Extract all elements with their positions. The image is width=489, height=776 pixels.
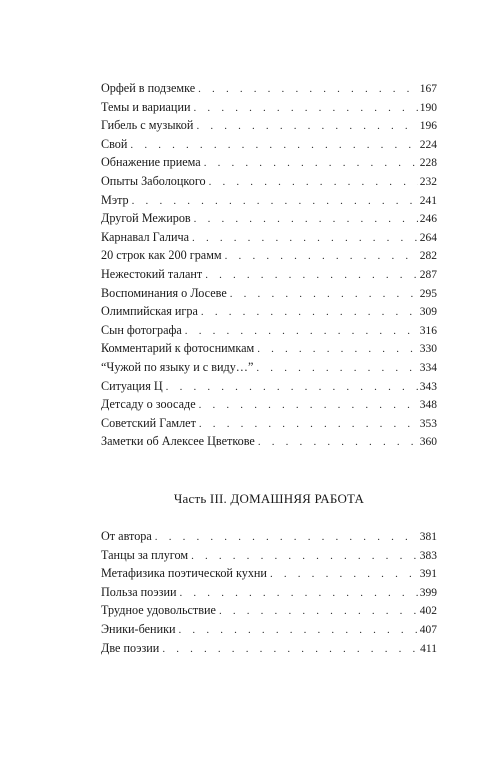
dot-leader bbox=[219, 602, 418, 621]
toc-entry[interactable] bbox=[101, 172, 437, 191]
toc-entry[interactable] bbox=[101, 620, 437, 639]
toc-entry-page: 381 bbox=[419, 531, 437, 543]
dot-leader bbox=[166, 378, 418, 397]
toc-entry-title: Обнажение приема bbox=[101, 155, 201, 170]
dot-leader bbox=[209, 173, 418, 192]
dot-leader bbox=[256, 359, 417, 378]
toc-entry-title: Метафизика поэтической кухни bbox=[101, 566, 267, 581]
toc-entry[interactable] bbox=[101, 98, 437, 117]
toc-entry-title: Свой bbox=[101, 136, 128, 151]
dot-leader bbox=[179, 621, 418, 640]
toc-entry-page: 196 bbox=[419, 120, 437, 133]
toc-entry-title: Две поэзии bbox=[101, 640, 160, 655]
toc-entry[interactable] bbox=[101, 583, 437, 602]
toc-entry[interactable] bbox=[101, 116, 437, 135]
dot-leader bbox=[199, 396, 418, 415]
toc-entry-title: Танцы за плугом bbox=[101, 547, 189, 562]
dot-leader bbox=[132, 192, 418, 211]
toc-entry-page: 343 bbox=[419, 380, 437, 393]
toc-entry[interactable] bbox=[101, 358, 437, 377]
dot-leader bbox=[185, 322, 418, 341]
toc-entry-title: Другой Межиров bbox=[101, 211, 191, 226]
toc-entry-title: Детсаду о зоосаде bbox=[101, 397, 196, 412]
dot-leader bbox=[225, 247, 418, 266]
toc-entry-page: 402 bbox=[419, 605, 437, 618]
toc-section-part-2-continued bbox=[101, 79, 437, 451]
dot-leader bbox=[201, 303, 418, 322]
toc-entry-title: Воспоминания о Лосеве bbox=[101, 285, 227, 300]
toc-entry-page: 316 bbox=[419, 324, 437, 337]
toc-entry-page: 330 bbox=[419, 343, 437, 356]
toc-entry-page: 383 bbox=[419, 549, 437, 562]
toc-entry[interactable] bbox=[101, 191, 437, 210]
dot-leader bbox=[258, 433, 418, 452]
toc-entry[interactable] bbox=[101, 339, 437, 358]
toc-entry-page: 228 bbox=[419, 157, 437, 170]
toc-entry-title: Олимпийская игра bbox=[101, 304, 198, 319]
toc-entry[interactable] bbox=[101, 135, 437, 154]
toc-entry-page: 391 bbox=[419, 568, 437, 581]
toc-entry-title: Карнавал Галича bbox=[101, 229, 190, 244]
toc-entry-title: Опыты Заболоцкого bbox=[101, 173, 206, 188]
toc-entry-title: Ситуация Ц bbox=[101, 378, 163, 393]
toc-entry-page: 353 bbox=[419, 417, 437, 430]
toc-entry-title: 20 строк как 200 грамм bbox=[101, 248, 222, 263]
dot-leader bbox=[199, 415, 418, 434]
toc-entry-page: 241 bbox=[419, 194, 437, 207]
toc-entry-title: Эники-беники bbox=[101, 621, 176, 636]
toc-entry-page: 334 bbox=[419, 361, 437, 374]
dot-leader bbox=[162, 640, 418, 659]
dot-leader bbox=[205, 266, 418, 285]
toc-entry-title: Гибель с музыкой bbox=[101, 118, 194, 133]
toc-entry[interactable] bbox=[101, 153, 437, 172]
toc-entry-title: От автора bbox=[101, 529, 152, 543]
toc-entry-page: 167 bbox=[419, 83, 437, 95]
toc-entry-page: 399 bbox=[419, 586, 437, 599]
toc-entry[interactable] bbox=[101, 377, 437, 396]
toc-entry[interactable] bbox=[101, 395, 437, 414]
toc-entry[interactable] bbox=[101, 601, 437, 620]
dot-leader bbox=[257, 340, 418, 359]
dot-leader bbox=[194, 99, 418, 118]
dot-leader bbox=[130, 136, 417, 155]
dot-leader bbox=[196, 117, 417, 136]
dot-leader bbox=[155, 528, 418, 547]
toc-entry-title: “Чужой по языку и с виду…” bbox=[101, 359, 254, 374]
toc-entry-page: 309 bbox=[419, 306, 437, 319]
toc-entry-title: Польза поэзии bbox=[101, 584, 177, 599]
toc-entry-title: Орфей в подземке bbox=[101, 81, 196, 95]
toc-entry-page: 407 bbox=[419, 623, 437, 636]
toc-entry[interactable] bbox=[101, 564, 437, 583]
dot-leader bbox=[230, 285, 418, 304]
toc-entry-title: Советский Гамлет bbox=[101, 415, 196, 430]
toc-entry-title: Темы и вариации bbox=[101, 99, 191, 114]
toc-entry-title: Трудное удовольствие bbox=[101, 603, 216, 618]
toc-entry-page: 246 bbox=[419, 213, 437, 226]
toc-entry-page: 190 bbox=[419, 101, 437, 114]
toc-entry-page: 348 bbox=[419, 399, 437, 412]
toc-entry-page: 282 bbox=[419, 250, 437, 263]
dot-leader bbox=[204, 154, 418, 173]
toc-entry-page: 232 bbox=[419, 175, 437, 188]
toc-entry-title: Мэтр bbox=[101, 192, 129, 207]
toc-entry[interactable] bbox=[101, 228, 437, 247]
toc-entry[interactable] bbox=[101, 321, 437, 340]
toc-entry-title: Заметки об Алексее Цветкове bbox=[101, 434, 255, 449]
toc-entry-page: 224 bbox=[419, 138, 437, 151]
dot-leader bbox=[194, 210, 418, 229]
toc-entry[interactable] bbox=[101, 546, 437, 565]
dot-leader bbox=[180, 584, 418, 603]
toc-section-part-3 bbox=[101, 527, 437, 657]
toc-entry[interactable] bbox=[101, 432, 437, 451]
toc-entry[interactable] bbox=[101, 527, 437, 546]
toc-entry-title: Комментарий к фотоснимкам bbox=[101, 341, 255, 356]
dot-leader bbox=[192, 229, 418, 248]
toc-entry-page: 295 bbox=[419, 287, 437, 300]
toc-entry[interactable] bbox=[101, 79, 437, 98]
toc-entry-page: 287 bbox=[419, 268, 437, 281]
toc-entry[interactable] bbox=[101, 209, 437, 228]
dot-leader bbox=[191, 547, 418, 566]
toc-entry-title: Нежестокий талант bbox=[101, 266, 203, 281]
dot-leader bbox=[198, 80, 418, 99]
toc-entry-page: 411 bbox=[420, 642, 437, 655]
toc-entry-page: 264 bbox=[419, 231, 437, 244]
toc-entry[interactable] bbox=[101, 414, 437, 433]
toc-entry[interactable] bbox=[101, 639, 437, 658]
part-heading: Часть III. ДОМАШНЯЯ РАБОТА bbox=[173, 491, 365, 506]
toc-entry[interactable] bbox=[101, 246, 437, 265]
toc-entry-title: Сын фотографа bbox=[101, 322, 182, 337]
toc-entry[interactable] bbox=[101, 265, 437, 284]
toc-entry[interactable] bbox=[101, 302, 437, 321]
toc-entry-page: 360 bbox=[419, 436, 437, 449]
dot-leader bbox=[270, 565, 418, 584]
toc-entry[interactable] bbox=[101, 284, 437, 303]
